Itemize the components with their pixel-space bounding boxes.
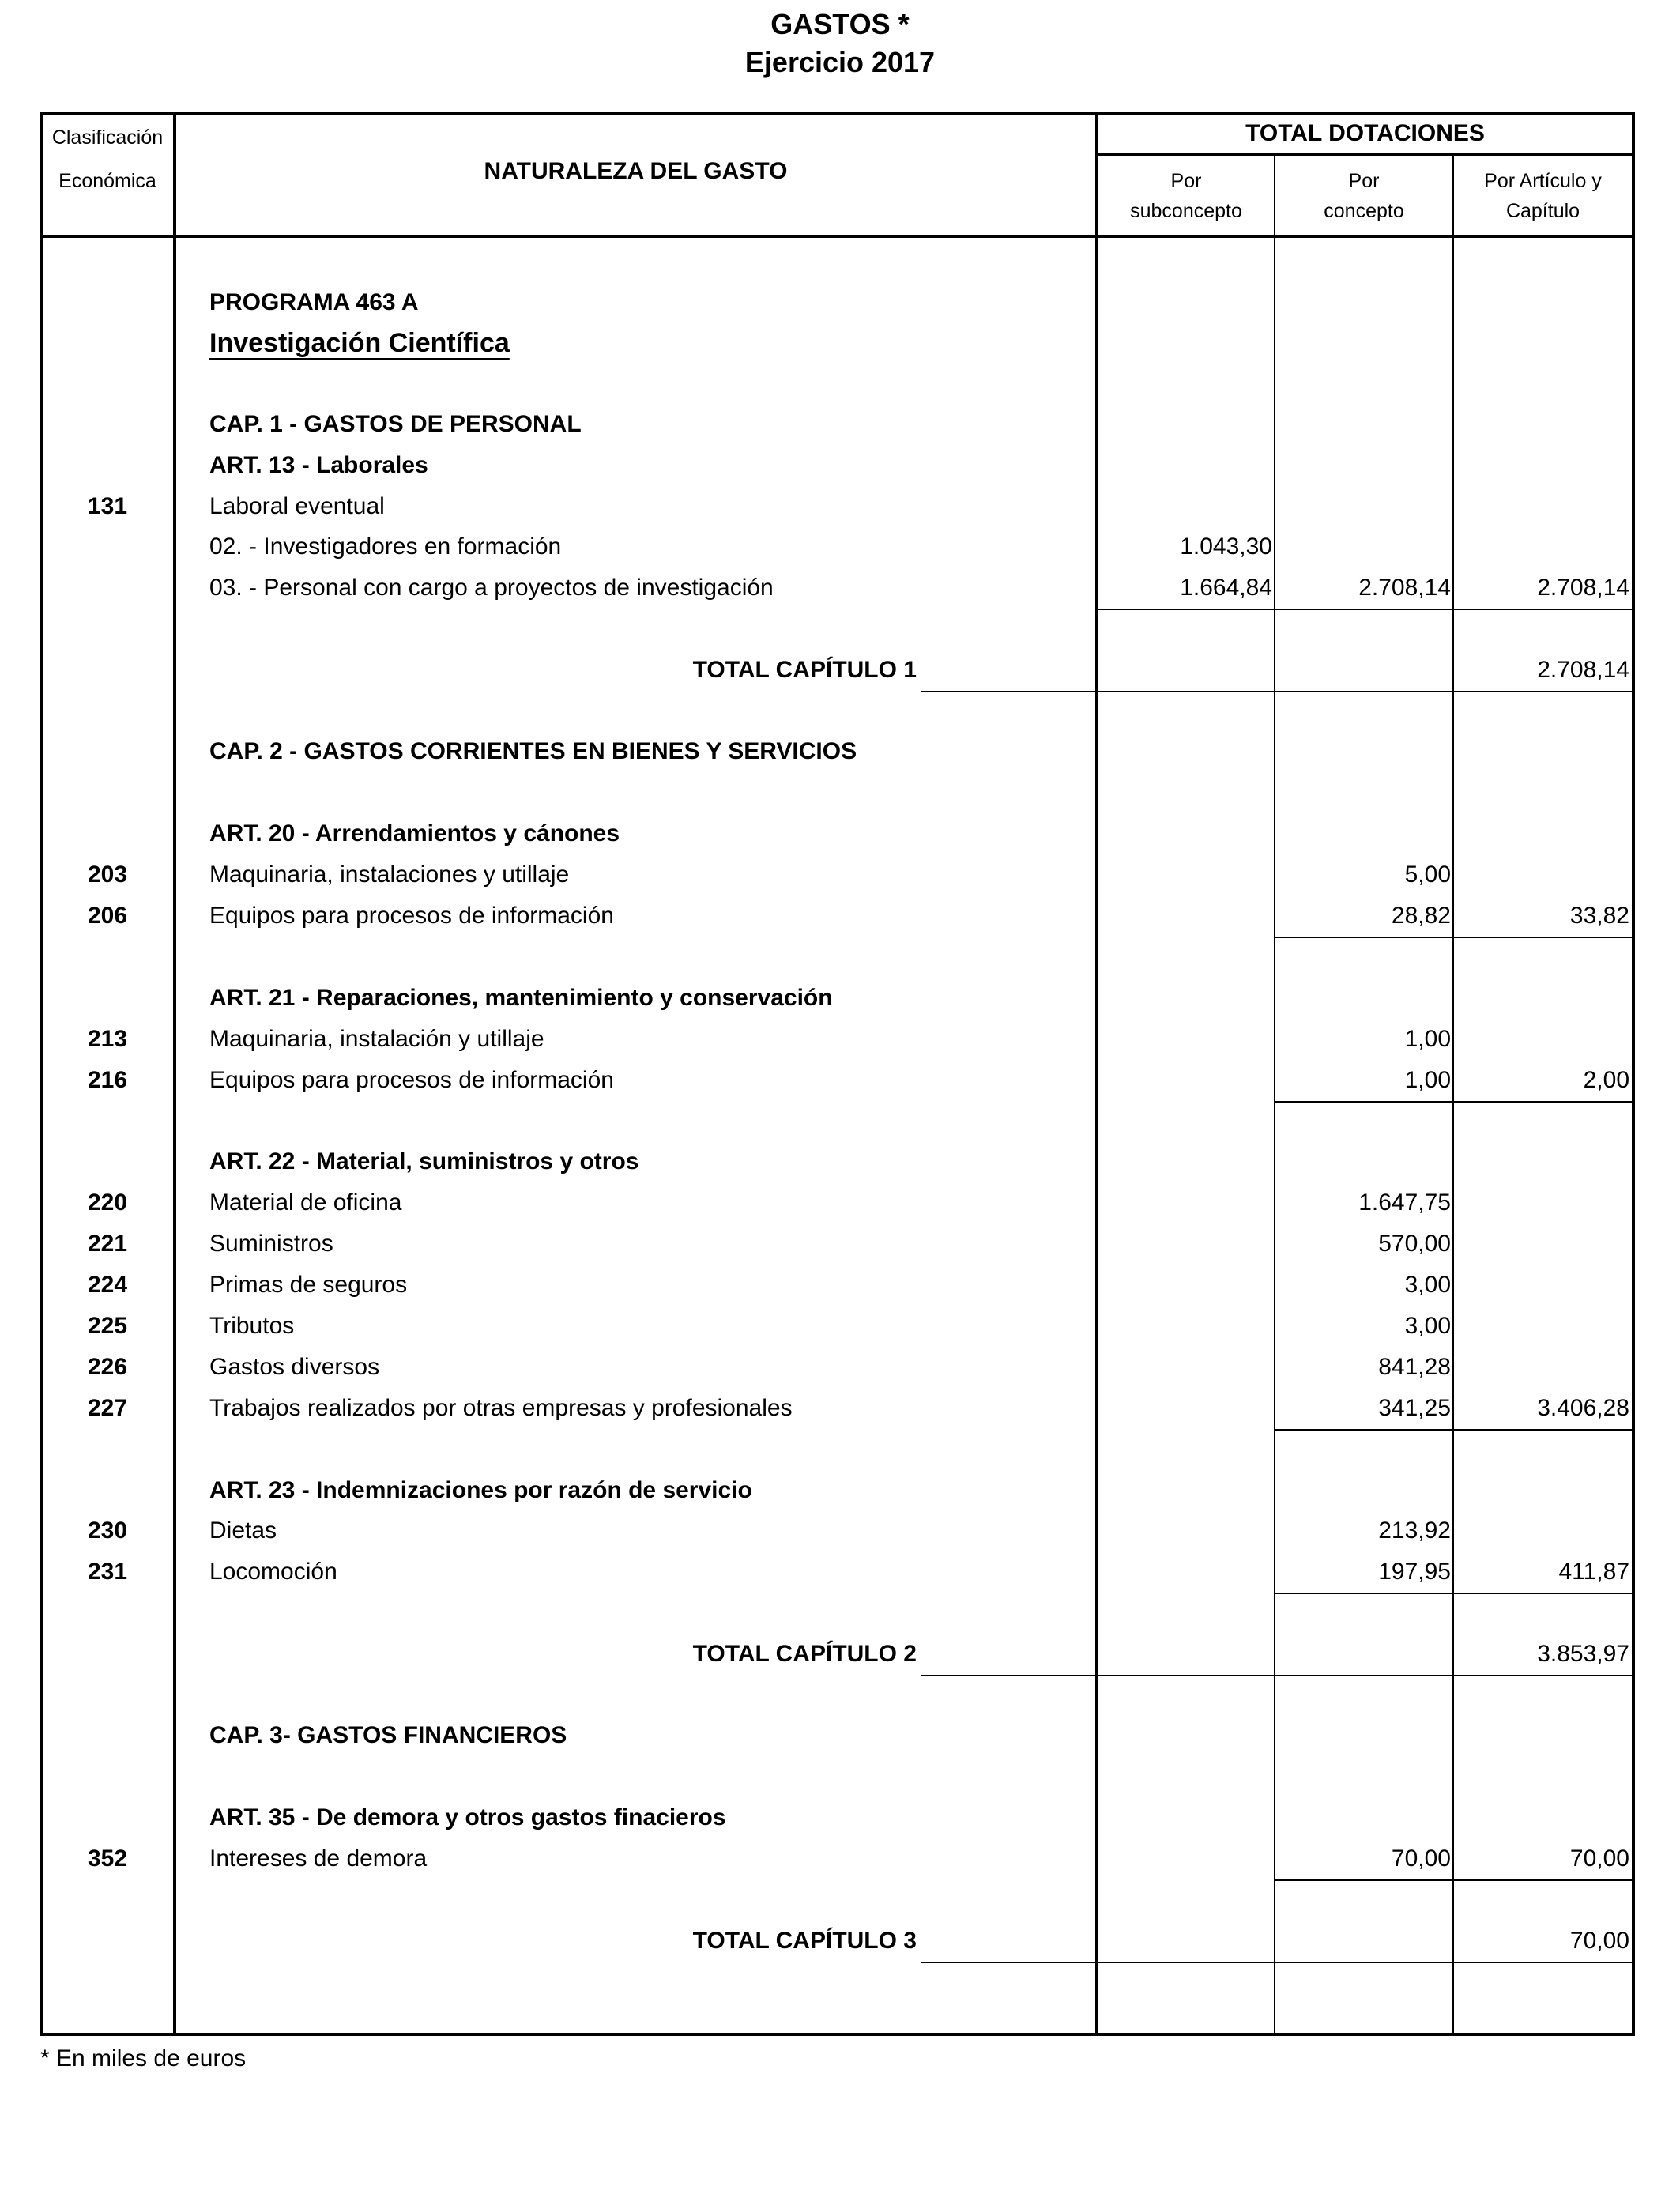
subtotal-rule xyxy=(1275,1593,1632,1594)
table-row xyxy=(0,404,1680,445)
header-total-underline xyxy=(1095,153,1635,156)
row-description: Laboral eventual xyxy=(209,493,385,519)
row-concepto-value: 28,82 xyxy=(1391,903,1451,929)
row-concepto-value: 70,00 xyxy=(1391,1845,1451,1872)
row-articulo-value: 3.406,28 xyxy=(1537,1395,1629,1421)
row-code: 213 xyxy=(87,1026,128,1052)
chapter-total-value: 3.853,97 xyxy=(1537,1641,1629,1667)
row-description: 03. - Personal con cargo a proyectos de investigación xyxy=(209,575,774,601)
row-description: Dietas xyxy=(209,1517,277,1544)
table-row xyxy=(0,1470,1680,1511)
row-concepto-value: 1,00 xyxy=(1404,1026,1451,1052)
total-rule xyxy=(921,1962,1632,1963)
row-code: 131 xyxy=(87,493,128,519)
table-row xyxy=(0,1715,1680,1756)
header-por-articulo-2: Capítulo xyxy=(1505,200,1580,222)
row-description: Trabajos realizados por otras empresas y profesionales xyxy=(209,1395,793,1421)
table-row xyxy=(0,1510,1680,1551)
total-rule xyxy=(921,691,1632,692)
row-concepto-value: 2.708,14 xyxy=(1358,575,1451,601)
subtotal-rule xyxy=(1098,609,1632,610)
row-concepto-value: 570,00 xyxy=(1378,1231,1451,1257)
chapter-total-value: 2.708,14 xyxy=(1537,657,1629,683)
page-subtitle: Ejercicio 2017 xyxy=(744,46,936,78)
subtotal-rule xyxy=(1275,1429,1632,1431)
program-name: Investigación Científica xyxy=(209,328,510,358)
header-por-concepto-1: Por xyxy=(1348,170,1380,192)
row-concepto-value: 341,25 xyxy=(1378,1395,1451,1421)
footnote: * En miles de euros xyxy=(40,2045,247,2071)
table-row xyxy=(0,1634,1680,1675)
row-code: 226 xyxy=(87,1354,128,1380)
table-row xyxy=(0,978,1680,1019)
row-code: 224 xyxy=(87,1272,128,1298)
header-naturaleza: NATURALEZA DEL GASTO xyxy=(484,158,788,184)
article-heading: ART. 13 - Laborales xyxy=(209,452,428,478)
subtotal-rule xyxy=(1275,1101,1632,1103)
row-description: Suministros xyxy=(209,1231,333,1257)
row-articulo-value: 33,82 xyxy=(1569,903,1629,929)
row-concepto-value: 213,92 xyxy=(1378,1517,1451,1544)
table-row xyxy=(0,1182,1680,1223)
row-description: Tributos xyxy=(209,1313,295,1339)
table-row xyxy=(0,1921,1680,1962)
row-description: Primas de seguros xyxy=(209,1272,408,1298)
table-row xyxy=(0,1141,1680,1182)
header-total-dotaciones: TOTAL DOTACIONES xyxy=(1245,120,1485,146)
chapter-total-label: TOTAL CAPÍTULO 2 xyxy=(692,1641,917,1667)
table-row xyxy=(0,650,1680,691)
header-economica: Económica xyxy=(58,170,156,192)
row-description: Locomoción xyxy=(209,1559,337,1585)
program-code: PROGRAMA 463 A xyxy=(209,289,419,315)
table-row xyxy=(0,1019,1680,1060)
chapter-heading: CAP. 1 - GASTOS DE PERSONAL xyxy=(209,411,582,437)
row-code: 352 xyxy=(87,1845,128,1872)
row-code: 231 xyxy=(87,1559,128,1585)
row-code: 206 xyxy=(87,903,128,929)
table-row xyxy=(0,895,1680,937)
row-description: Equipos para procesos de información xyxy=(209,1067,614,1093)
row-code: 230 xyxy=(87,1517,128,1544)
table-row xyxy=(0,1223,1680,1265)
row-description: Maquinaria, instalación y utillaje xyxy=(209,1026,544,1052)
table-row xyxy=(0,1265,1680,1306)
chapter-heading: CAP. 3- GASTOS FINANCIEROS xyxy=(209,1722,567,1748)
table-row xyxy=(0,486,1680,527)
table-row xyxy=(0,567,1680,609)
chapter-total-label: TOTAL CAPÍTULO 1 xyxy=(692,657,917,683)
table-row xyxy=(0,526,1680,567)
row-articulo-value: 411,87 xyxy=(1558,1559,1629,1585)
row-articulo-value: 70,00 xyxy=(1569,1845,1629,1872)
row-concepto-value: 841,28 xyxy=(1378,1354,1451,1380)
header-bottom-line xyxy=(40,235,1635,238)
header-por-subconcepto-2: subconcepto xyxy=(1130,200,1242,222)
row-code: 203 xyxy=(87,861,128,888)
header-por-concepto-2: concepto xyxy=(1324,200,1404,222)
page-title: GASTOS * xyxy=(770,8,910,40)
table-row xyxy=(0,1060,1680,1101)
table-row xyxy=(0,282,1680,323)
table-row xyxy=(0,854,1680,895)
table-row xyxy=(0,322,1680,364)
chapter-total-value: 70,00 xyxy=(1569,1928,1629,1954)
header-por-articulo-1: Por Artículo y xyxy=(1484,170,1602,192)
row-code: 220 xyxy=(87,1189,128,1216)
row-articulo-value: 2,00 xyxy=(1583,1067,1629,1093)
row-subconcepto-value: 1.664,84 xyxy=(1180,575,1272,601)
table-row xyxy=(0,445,1680,486)
table-row xyxy=(0,813,1680,854)
row-code: 227 xyxy=(87,1395,128,1421)
row-description: 02. - Investigadores en formación xyxy=(209,533,562,560)
row-concepto-value: 3,00 xyxy=(1404,1313,1451,1339)
table-row xyxy=(0,1388,1680,1429)
row-code: 221 xyxy=(87,1231,128,1257)
row-concepto-value: 5,00 xyxy=(1404,861,1451,888)
header-por-subconcepto-1: Por xyxy=(1170,170,1202,192)
table-row xyxy=(0,731,1680,772)
table-row xyxy=(0,1838,1680,1879)
row-concepto-value: 1.647,75 xyxy=(1358,1189,1451,1216)
article-heading: ART. 23 - Indemnizaciones por razón de servicio xyxy=(209,1477,752,1503)
table-row xyxy=(0,1347,1680,1388)
article-heading: ART. 20 - Arrendamientos y cánones xyxy=(209,820,620,846)
subtotal-rule xyxy=(1275,937,1632,938)
row-concepto-value: 1,00 xyxy=(1404,1067,1451,1093)
row-concepto-value: 197,95 xyxy=(1378,1559,1451,1585)
row-concepto-value: 3,00 xyxy=(1404,1272,1451,1298)
row-code: 225 xyxy=(87,1313,128,1339)
row-articulo-value: 2.708,14 xyxy=(1537,575,1629,601)
article-heading: ART. 22 - Material, suministros y otros xyxy=(209,1148,639,1174)
subtotal-rule xyxy=(1275,1879,1632,1881)
article-heading: ART. 35 - De demora y otros gastos finacieros xyxy=(209,1804,726,1830)
row-description: Equipos para procesos de información xyxy=(209,903,614,929)
table-row xyxy=(0,1797,1680,1838)
chapter-total-label: TOTAL CAPÍTULO 3 xyxy=(692,1928,917,1954)
total-rule xyxy=(921,1675,1632,1676)
row-description: Maquinaria, instalaciones y utillaje xyxy=(209,861,570,888)
chapter-heading: CAP. 2 - GASTOS CORRIENTES EN BIENES Y SERVICIOS xyxy=(209,738,857,764)
table-row xyxy=(0,1306,1680,1347)
header-clasificacion: Clasificación xyxy=(51,126,164,149)
row-subconcepto-value: 1.043,30 xyxy=(1180,533,1272,560)
row-description: Gastos diversos xyxy=(209,1354,380,1380)
row-code: 216 xyxy=(87,1067,128,1093)
row-description: Material de oficina xyxy=(209,1189,402,1216)
table-row xyxy=(0,1551,1680,1593)
row-description: Intereses de demora xyxy=(209,1845,428,1872)
article-heading: ART. 21 - Reparaciones, mantenimiento y conservación xyxy=(209,985,833,1011)
